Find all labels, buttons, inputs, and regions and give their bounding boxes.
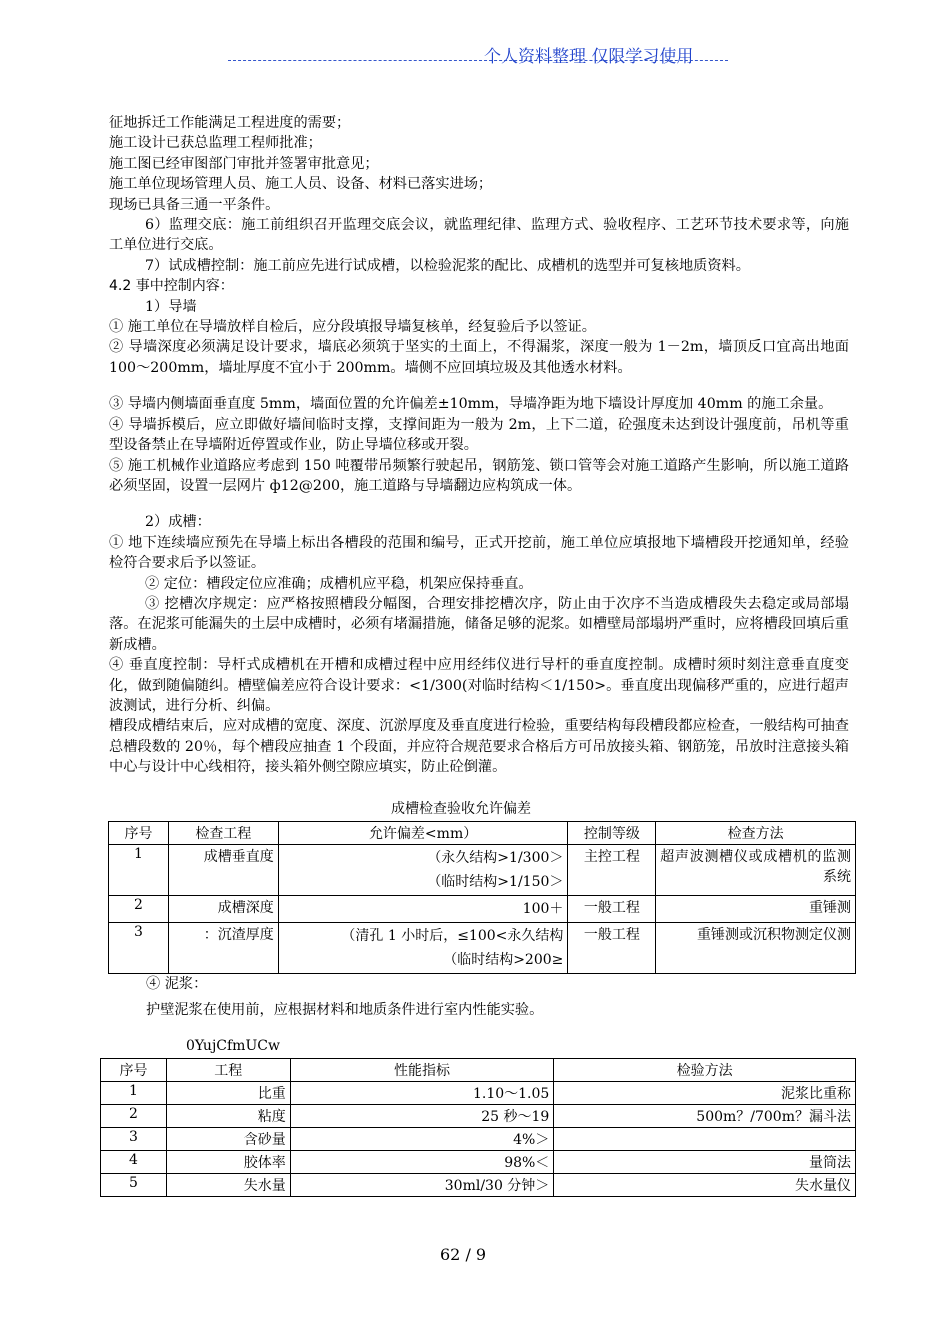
item-name: 粘度 <box>166 1105 290 1128</box>
table2-header-value: 性能指标 <box>290 1059 554 1082</box>
paragraph: 施工设计已获总监理工程师批准； <box>109 135 322 152</box>
tolerance-value: （临时结构>1/150＞ <box>427 874 564 890</box>
tolerance-value: 100＋ <box>522 901 564 917</box>
document-body <box>109 113 849 778</box>
table2-header-method: 检验方法 <box>554 1059 856 1082</box>
paragraph: ② 定位：槽段定位应准确；成槽机应平稳，机架应保持垂直。 <box>145 575 533 592</box>
slurry-title: ④ 泥浆： <box>146 976 208 992</box>
table-row <box>101 1082 856 1105</box>
performance-value: 4%＞ <box>290 1128 554 1151</box>
test-method: 500m？/700m？漏斗法 <box>554 1105 856 1128</box>
check-method: 重锤测 <box>656 896 856 923</box>
table1-header-tolerance: 允许偏差<mm） <box>278 822 568 845</box>
test-method: 失水量仪 <box>554 1174 856 1197</box>
row-number: 4 <box>101 1151 167 1174</box>
test-method: 泥浆比重称 <box>554 1082 856 1105</box>
paragraph: 2）成槽： <box>145 514 211 531</box>
paragraph: ④ 垂直度控制：导杆式成槽机在开槽和成槽过程中应用经纬仪进行导杆的垂直度控制。成槽时须时刻注意垂直度变化，做到随偏随纠。槽壁偏差应符合设计要求：<1/300(对临时结构＜1/150>。垂直度出现偏移严重的，应进行超声波测试，进行分析、纠偏。 <box>109 657 849 714</box>
table-row <box>101 1128 856 1151</box>
tolerance-cell <box>278 845 568 896</box>
table2-header-no: 序号 <box>101 1059 167 1082</box>
performance-value: 25 秒～19 <box>290 1105 554 1128</box>
row-number: 2 <box>109 896 169 923</box>
item-name: 比重 <box>166 1082 290 1105</box>
paragraph-gap <box>109 496 849 512</box>
tolerance-value: （临时结构>200≥ <box>443 952 564 968</box>
paragraph: 7）试成槽控制：施工前应先进行试成槽，以检验泥浆的配比、成槽机的选型并可复核地质资料。 <box>145 257 750 274</box>
table-row <box>101 1151 856 1174</box>
control-level: 一般工程 <box>568 896 656 923</box>
performance-value: 1.10～1.05 <box>290 1082 554 1105</box>
page-number: 62 / 9 <box>440 1245 487 1264</box>
check-method: 超声波测槽仪或成槽机的监测系统 <box>656 845 856 896</box>
paragraph: 槽段成槽结束后，应对成槽的宽度、深度、沉淤厚度及垂直度进行检验，重要结构每段槽段都应检查，一般结构可抽查总槽段数的 20％，每个槽段应抽查 1 个段面，并应符合规范要求合格后方可吊放接头箱、钢筋笼，吊放时注意接头箱中心与设计中心线相符，接头箱外侧空隙应填实，防止砼倒灌。 <box>109 718 849 776</box>
section-heading: 4.2 事中控制内容： <box>109 278 234 295</box>
paragraph: ⑤ 施工机械作业道路应考虑到 150 吨覆带吊频繁行驶起吊，钢筋笼、锁口管等会对施工道路产生影响，所以施工道路必须坚固，设置一层网片 ф12@200，施工道路与导墙翻边应构筑成一体。 <box>109 457 849 494</box>
check-item: 成槽垂直度 <box>168 845 278 896</box>
test-method: 量筒法 <box>554 1151 856 1174</box>
table-row <box>101 1174 856 1197</box>
row-number: 1 <box>101 1082 167 1105</box>
paragraph: 征地拆迁工作能满足工程进度的需要； <box>109 115 351 131</box>
paragraph: ② 导墙深度必须满足设计要求，墙底必须筑于坚实的土面上，不得漏浆，深度一般为 1－2m，墙顶反口宜高出地面 100～200mm，墙址厚度不宜小于 200mm。墙侧不应回填垃圾及其他透水材料。 <box>109 339 849 376</box>
paragraph: 施工图已经审图部门审批并签署审批意见； <box>109 155 379 172</box>
tolerance-cell <box>278 923 568 974</box>
performance-value: 30ml/30 分钟＞ <box>290 1174 554 1197</box>
table1-caption: 成槽检查验收允许偏差 <box>391 801 531 817</box>
table1-header-item: 检查工程 <box>168 822 278 845</box>
paragraph: 现场已具备三通一平条件。 <box>109 196 280 213</box>
item-name: 胶体率 <box>166 1151 290 1174</box>
table2-caption: 0YujCfmUCw <box>186 1038 280 1054</box>
slurry-text: 护壁泥浆在使用前，应根据材料和地质条件进行室内性能实验。 <box>146 1002 544 1018</box>
table2-header-item: 工程 <box>166 1059 290 1082</box>
paragraph: 1）导墙 <box>145 298 197 315</box>
table1-header-method: 检查方法 <box>656 822 856 845</box>
paragraph: 施工单位现场管理人员、施工人员、设备、材料已落实进场； <box>109 176 493 193</box>
performance-value: 98%＜ <box>290 1151 554 1174</box>
row-number: 5 <box>101 1174 167 1197</box>
test-method <box>554 1128 856 1151</box>
table1-header-level: 控制等级 <box>568 822 656 845</box>
paragraph: ① 地下连续墙应预先在导墙上标出各槽段的范围和编号，正式开挖前，施工单位应填报地下墙槽段开挖通知单，经验检符合要求后予以签证。 <box>109 534 849 572</box>
paragraph-gap <box>109 378 849 394</box>
paragraph: ③ 导墙内侧墙面垂直度 5mm，墙面位置的允许偏差±10mm，导墙净距为地下墙设计厚度加 40mm 的施工余量。 <box>109 396 833 413</box>
row-number: 2 <box>101 1105 167 1128</box>
paragraph: ④ 导墙拆模后，应立即做好墙间临时支撑，支撑间距为一般为 2m，上下二道，砼强度未达到设计强度前，吊机等重型设备禁止在导墙附近停置或作业，防止导墙位移或开裂。 <box>109 416 849 454</box>
table-row <box>109 845 856 896</box>
table-row <box>109 896 856 923</box>
control-level: 主控工程 <box>568 845 656 896</box>
row-number: 3 <box>101 1128 167 1151</box>
table1-header-no: 序号 <box>109 822 169 845</box>
paragraph: 6）监理交底：施工前组织召开监理交底会议，就监理纪律、监理方式、验收程序、工艺环节技术要求等，向施工单位进行交底。 <box>109 217 849 254</box>
row-number: 3 <box>109 923 169 974</box>
tolerance-value: （永久结构>1/300＞ <box>427 850 564 866</box>
table-row <box>109 923 856 974</box>
slurry-performance-table <box>100 1058 856 1197</box>
paragraph: ① 施工单位在导墙放样自检后，应分段填报导墙复核单，经复验后予以签证。 <box>109 319 596 336</box>
trench-tolerance-table <box>108 821 856 974</box>
tolerance-value: （清孔 1 小时后，≤100<永久结构 <box>341 928 564 944</box>
item-name: 失水量 <box>166 1174 290 1197</box>
page-header: 个人资料整理 仅限学习使用 <box>484 47 694 67</box>
tolerance-cell <box>278 896 568 923</box>
check-item: ：沉渣厚度 <box>168 923 278 974</box>
row-number: 1 <box>109 845 169 896</box>
item-name: 含砂量 <box>166 1128 290 1151</box>
control-level: 一般工程 <box>568 923 656 974</box>
check-item: 成槽深度 <box>168 896 278 923</box>
check-method: 重锤测或沉积物测定仪测 <box>656 923 856 974</box>
paragraph: ③ 挖槽次序规定：应严格按照槽段分幅图，合理安排挖槽次序，防止由于次序不当造成槽段失去稳定或局部塌落。在泥浆可能漏失的土层中成槽时，必须有堵漏措施，储备足够的泥浆。如槽壁局部塌坍严重时，应将槽段回填后重新成槽。 <box>109 595 849 653</box>
table-row <box>101 1105 856 1128</box>
